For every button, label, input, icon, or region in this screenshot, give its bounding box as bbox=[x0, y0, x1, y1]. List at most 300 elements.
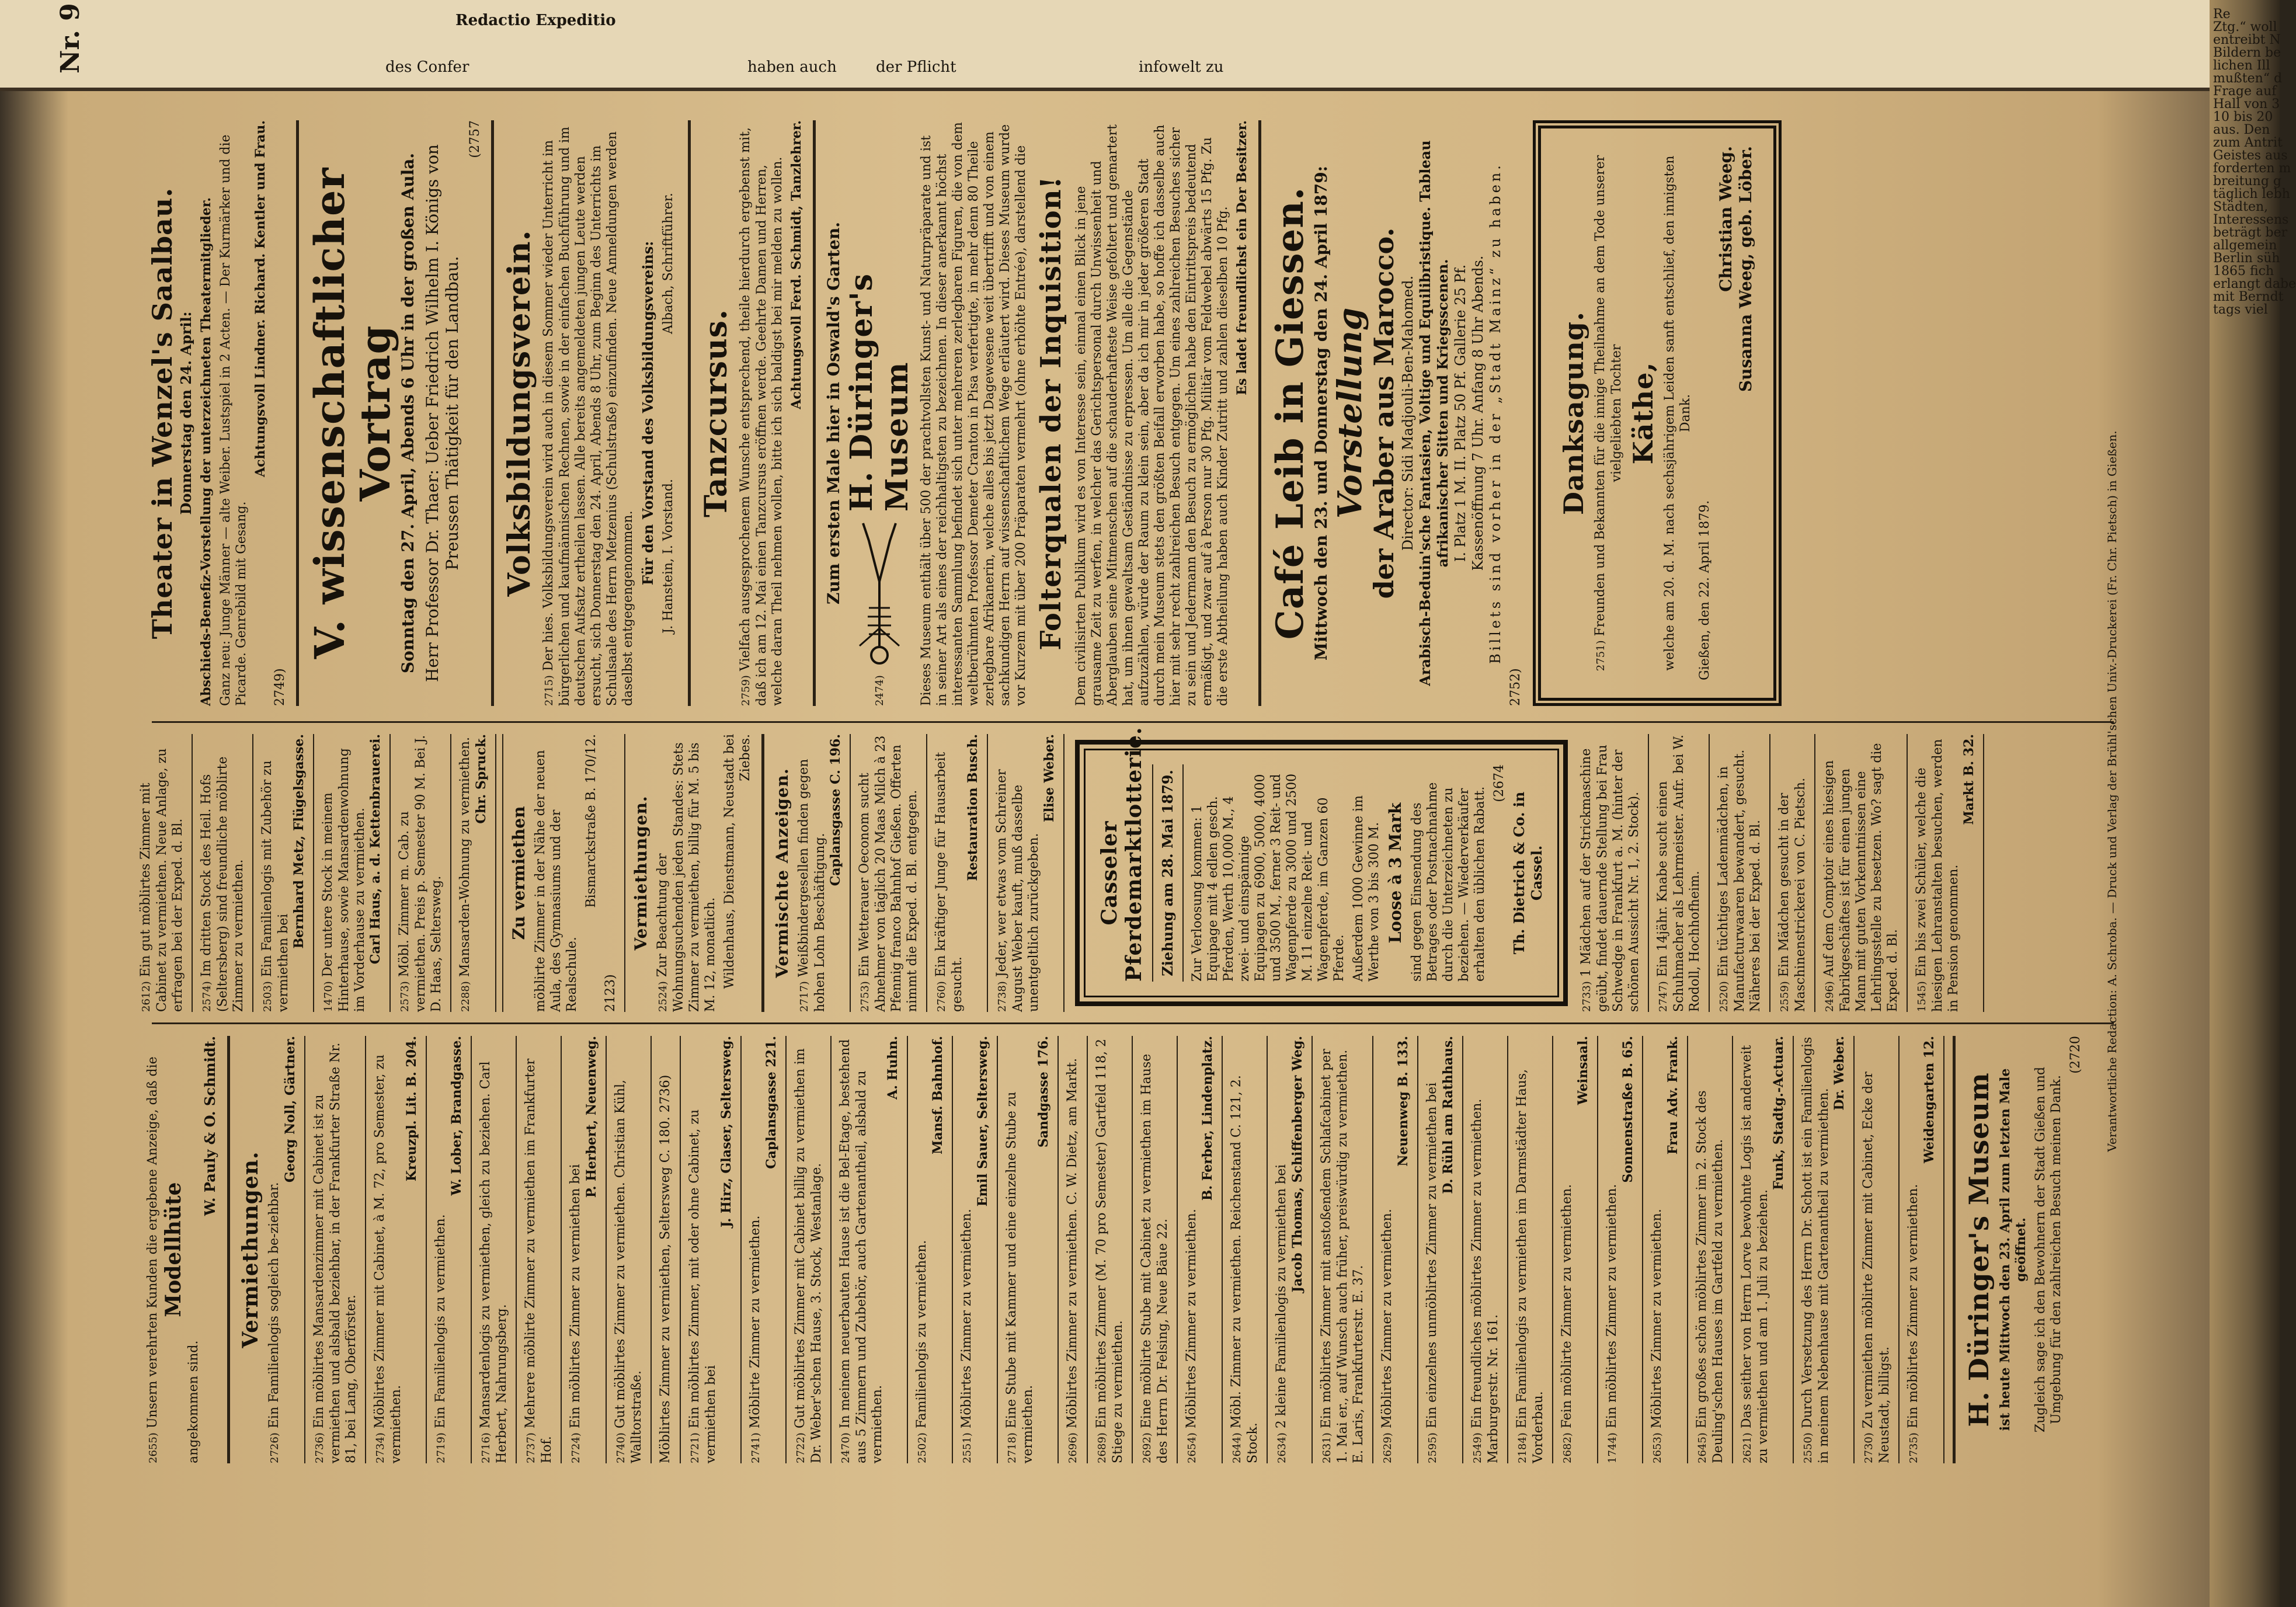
ad-number: 1470) bbox=[322, 981, 335, 1012]
folter-title: Folterqualen der Inquisition! bbox=[1035, 176, 1067, 651]
ad-text: Weißbindergesellen finden gegen hohen Lohn Beschäftigung. bbox=[796, 759, 827, 1012]
ad-number: 2123) bbox=[603, 974, 618, 1012]
classified-ad bbox=[568, 1036, 600, 1463]
classified-ad bbox=[1905, 1036, 1937, 1463]
rental-ads-list bbox=[138, 734, 496, 1012]
divider bbox=[1597, 1036, 1598, 1463]
divider bbox=[1507, 1036, 1508, 1463]
ad-signature: B. Ferber, Lindenplatz. bbox=[1200, 1036, 1215, 1201]
classified-ad bbox=[1319, 1036, 1366, 1463]
divider bbox=[1793, 1036, 1794, 1463]
theater-line: Abschieds-Benefiz-Vorstellung der unterzeichneten Theatermitglieder. bbox=[199, 197, 214, 706]
column-rule bbox=[152, 1022, 2114, 1024]
ad-signature: Chr. Spruck. bbox=[474, 734, 489, 824]
ad-number: 2631) bbox=[1321, 1432, 1333, 1463]
cafe-vorstellung: Vorstellung bbox=[1331, 307, 1369, 519]
classified-ad bbox=[1694, 1036, 1726, 1463]
ad-text: Familienlogis zu vermiethen. bbox=[914, 1240, 929, 1429]
divider bbox=[1953, 1036, 1956, 1463]
ad-number: 2184) bbox=[1516, 1432, 1529, 1463]
ad-number: 2634) bbox=[1276, 1432, 1288, 1463]
ad-signature: Jacob Thomas, Schiffenberger Weg. bbox=[1290, 1036, 1305, 1293]
divider bbox=[313, 734, 314, 1012]
classified-ad bbox=[457, 734, 489, 1012]
divider bbox=[926, 734, 927, 1012]
divider bbox=[1417, 1036, 1418, 1463]
classified-ad bbox=[959, 1036, 991, 1463]
ad-signature: A. Huhn. bbox=[885, 1036, 900, 1100]
divider bbox=[1687, 1036, 1688, 1463]
ad-number: 2751) bbox=[1595, 640, 1607, 672]
ad-text: Mansardenlogis zu vermiethen, gleich zu beziehen. Carl Herbert, Nahrungsberg. bbox=[478, 1061, 509, 1463]
ad-signature: Bernhard Metz, Flügelsgasse. bbox=[291, 734, 307, 949]
ad-text: Mansarden-Wohnung zu vermiethen. bbox=[458, 736, 472, 978]
ad-text: Der untere Stock in meinem Hinterhause, sowie Mansardenwohnung im Vorderhause zu vermiethen. bbox=[321, 748, 367, 1012]
ad-signature: Mansf. Bahnhof. bbox=[930, 1036, 945, 1154]
divider bbox=[1898, 1036, 1900, 1463]
divider bbox=[680, 1036, 681, 1463]
ad-signature: J. Hirz, Glaser, Seltersweg. bbox=[719, 1036, 734, 1228]
ad-number: 2524) bbox=[657, 981, 669, 1012]
ad-text: Möblirtes Zimmer mit Cabinet, à M. 72, pro Semester, zu vermiethen. bbox=[373, 1054, 403, 1463]
ad-number: 2737) bbox=[525, 1432, 537, 1463]
edge-fragment: Geistes aus bbox=[2213, 148, 2288, 163]
classified-ad bbox=[1379, 1036, 1411, 1463]
ad-signature: Restauration Busch. bbox=[965, 734, 980, 881]
column-left bbox=[134, 1028, 2131, 1472]
ad-text: Ein gut möblirtes Zimmer mit Cabinet zu vermiethen. Neue Anlage, zu erfragen bei der Exped. d. Bl. bbox=[138, 748, 185, 1012]
lottery-body: Zur Verloosung kommen: 1 Equipage mit 4 edlen gesch. Pferden, Werth 10,000 M., 4 zwei- und einspännige Equipagen zu 6900, 5000, 4000 und 3500 M., ferner 3 Reit- und Wagenpferde zu 3000 und 2500 M. 11 einzelne Reit- und Wagenpferde, im Ganzen 60 Pferde. bbox=[1190, 773, 1347, 982]
divider bbox=[1642, 1036, 1643, 1463]
ad-number: 2549) bbox=[1471, 1432, 1484, 1463]
zu-vermiethen-address: Bismarckstraße B. 170/12. bbox=[584, 734, 599, 908]
divider bbox=[1182, 764, 1184, 982]
tanz-signature: Achtungsvoll Ferd. Schmidt, Tanzlehrer. bbox=[789, 120, 804, 409]
edge-fragment: täglich lebh bbox=[2213, 187, 2290, 201]
classified-ad bbox=[613, 1036, 645, 1463]
ad-number: 2735) bbox=[1908, 1432, 1920, 1463]
classified-ad bbox=[1739, 1036, 1787, 1463]
verein-signatures bbox=[657, 120, 680, 706]
ad-number: 2559) bbox=[1779, 981, 1791, 1012]
classified-ad bbox=[1860, 1036, 1893, 1463]
classified-ad bbox=[796, 734, 844, 1012]
theater-date: Donnerstag den 24. April: bbox=[178, 311, 194, 515]
classified-ad bbox=[1914, 734, 1977, 1012]
classified-ad bbox=[857, 734, 920, 1012]
ad-number: 2644) bbox=[1231, 1432, 1243, 1463]
ad-text: Möblirte Zimmer zu vermiethen. bbox=[748, 1215, 763, 1429]
ad-signature: Weinsaal. bbox=[1575, 1036, 1591, 1105]
divider bbox=[1311, 1036, 1313, 1463]
zu-vermiethen-text: möblirte Zimmer in der Nähe der neuen Aula, des Gymnasiums und der Realschule. bbox=[533, 750, 579, 1012]
ad-signature: Markt B. 32. bbox=[1961, 734, 1977, 825]
museum-intro: Zum ersten Male hier in Oswald's Garten. bbox=[824, 221, 843, 605]
ad-number: 2716) bbox=[480, 1432, 492, 1463]
classified-ad bbox=[478, 1036, 510, 1463]
ad-number: 2653) bbox=[1651, 1432, 1664, 1463]
ad-text: Mehrere möblirte Zimmer zu vermiethen im Frankfurter Hof. bbox=[523, 1058, 554, 1463]
divider bbox=[1462, 1036, 1463, 1463]
lottery-price: Loose à 3 Mark bbox=[1386, 802, 1405, 944]
imprint: Verantwortliche Redaction: A. Schroba. — Druck und Verlag der Brühl'schen Univ.-Druckerei (Fr. Chr. Pietsch) in Gießen. bbox=[2105, 430, 2119, 1152]
classified-ad bbox=[1139, 1036, 1171, 1463]
divider bbox=[1814, 734, 1815, 1012]
edge-fragment: tags viel bbox=[2213, 302, 2268, 317]
ad-text: Auf dem Comptoir eines hiesigen Fabrikgeschäftes ist für einen jungen Mann mit guten Vorkenntnissen eine Lehrlingsstelle zu besetzen. Wo? sagt die Exped. d. Bl. bbox=[1822, 743, 1900, 1012]
dank-place: Gießen, den 22. April 1879. bbox=[1697, 500, 1712, 680]
divider bbox=[491, 120, 494, 706]
ad-number: 1545) bbox=[1916, 981, 1928, 1012]
classified-ad bbox=[658, 1036, 674, 1463]
ad-number: 2655) bbox=[147, 1432, 159, 1463]
ad-number: 2470) bbox=[840, 1432, 852, 1463]
ad-heading: Modellhüte bbox=[161, 1182, 186, 1317]
divider bbox=[1267, 1036, 1268, 1463]
classified-ad bbox=[1424, 1036, 1456, 1463]
divider bbox=[252, 734, 253, 1012]
classified-ad bbox=[1821, 734, 1901, 1012]
cafe-director: Director: Sidi Madjouli-Ben-Mahomed. bbox=[1400, 275, 1416, 551]
divider bbox=[304, 1036, 305, 1463]
cafe-times: Kassenöffnung 7 Uhr. Anfang 8 Uhr Abends. bbox=[1470, 255, 1486, 571]
edge-fragment: forderten m bbox=[2213, 161, 2291, 176]
cafe-title: Café Leib in Giessen. bbox=[1268, 186, 1312, 640]
ad-number: 2719) bbox=[435, 1432, 447, 1463]
ad-text: Ein möblirtes Zimmer zu vermiethen bei bbox=[568, 1164, 583, 1429]
ad-number: 2550) bbox=[1802, 1432, 1814, 1463]
edge-fragment: breitung g bbox=[2213, 174, 2281, 189]
ad-number: 2722) bbox=[795, 1432, 807, 1463]
ad-text: Zur Beachtung der Wohnungsuchenden jeden Standes: Stets Zimmer zu vermiethen, billig für M. 5 bis M. 12, monatlich. bbox=[655, 742, 718, 1012]
ad-text: Möblirtes Zimmer zu vermiethen. bbox=[1184, 1209, 1199, 1429]
ad-text: Ein möblirtes Zimmer, mit oder ohne Cabinet, zu vermiethen bei bbox=[687, 1109, 718, 1463]
divider bbox=[785, 1036, 787, 1463]
ad-text: Zu vermiethen möblirte Zimmer mit Cabinet, Ecke der Neustadt, billigst. bbox=[1861, 1072, 1892, 1463]
ad-number: 2715) bbox=[543, 675, 555, 706]
ad-number: 2759) bbox=[740, 675, 752, 706]
divider bbox=[502, 734, 503, 1012]
ad-text: 2 kleine Familienlogis zu vermiethen bei bbox=[1274, 1164, 1289, 1429]
edge-fragment: Berlin süh bbox=[2213, 251, 2280, 266]
cafe-araber: der Araber aus Marocco. bbox=[1368, 227, 1400, 599]
divider bbox=[1853, 1036, 1855, 1463]
ad-number: 2502) bbox=[916, 1432, 928, 1463]
ad-number: 2645) bbox=[1696, 1432, 1709, 1463]
divider bbox=[471, 1036, 472, 1463]
ad-text: Möblirtes Zimmer zu vermiethen. C. W. Dietz, am Markt. bbox=[1065, 1058, 1080, 1429]
classified-ad bbox=[259, 734, 307, 1012]
ad-signature: Caplansgasse C. 196. bbox=[828, 734, 843, 886]
ad-text: In meinem neuerbauten Hause ist die Bel-Etage, bestehend aus 5 Zimmern und Zubehör, auch Gartenantheil, alsbald zu vermiethen. bbox=[838, 1039, 885, 1463]
edge-fragment: 1865 fich bbox=[2213, 264, 2274, 279]
classified-ad bbox=[687, 1036, 735, 1463]
edge-fragment: beträgt ber bbox=[2213, 225, 2288, 240]
ad-text: Ein großes schön möblirtes Zimmer im 2. Stock des Deuling'schen Hauses im Gartfeld zu vermiethen. bbox=[1695, 1090, 1726, 1463]
classified-ad bbox=[311, 1036, 359, 1463]
ad-number: 2573) bbox=[399, 981, 411, 1012]
ad-text: Ein Familienlogis zu vermiethen im Darmstädter Haus, Vorderbau. bbox=[1515, 1069, 1546, 1463]
verein-signature-heading: Für den Vorstand des Volksbildungsvereins: bbox=[639, 241, 656, 586]
ad-text: Eine Stube mit Kammer und eine einzelne Stube zu vermiethen. bbox=[1004, 1091, 1035, 1463]
ad-signature: Weidengarten 12. bbox=[1922, 1036, 1937, 1163]
divider bbox=[997, 1036, 998, 1463]
ad-text: Jeder, wer etwas vom Schreiner August Weber kauft, muß dasselbe unentgeltlich zurückgeben. bbox=[994, 769, 1041, 1012]
ad-text: Möblirtes Zimmer zu vermiethen. bbox=[959, 1209, 974, 1429]
divider bbox=[450, 734, 451, 1012]
ad-number: 2696) bbox=[1067, 1432, 1079, 1463]
zu-vermiethen-heading: Zu vermiethen bbox=[509, 806, 528, 940]
museum-closing-thanks: Zugleich sage ich den Bewohnern der Stadt Gießen und Umgebung für den zahlreichen Besuch meinen Dank. bbox=[2033, 1066, 2064, 1433]
vermiethungen-heading: Vermiethungen. bbox=[631, 795, 650, 951]
divider bbox=[561, 1036, 562, 1463]
rental-ads-list bbox=[266, 1036, 1944, 1463]
edge-fragment: mußten“ d bbox=[2213, 71, 2283, 86]
divider bbox=[740, 1036, 742, 1463]
ad-text: Ein möblirtes Zimmer mit anstoßendem Schlafcabinet per 1. Mai er., auf Wunsch auch früher, preiswürdig zu vermiethen. E. Laris, Frankfurterstr. E. 37. bbox=[1319, 1049, 1366, 1463]
classified-ad bbox=[320, 734, 384, 1012]
ad-number: 2288) bbox=[460, 981, 472, 1012]
divider bbox=[1709, 734, 1710, 1012]
dank-title: Danksagung. bbox=[1558, 311, 1589, 515]
divider bbox=[1943, 1036, 1944, 1463]
ad-text: Ein 14jähr. Knabe sucht einen Schuhmacher als Lehrmeister. Aufr. bei W. Rodoll, Hochhofheim. bbox=[1655, 735, 1702, 1012]
edge-fragment: Hall von 3 bbox=[2213, 97, 2280, 112]
ad-text: Gut möblirtes Zimmer mit Cabinet billig zu vermiethen im Dr. Weber'schen Hause, 3. Stock, Westanlage. bbox=[793, 1048, 824, 1463]
divider bbox=[1222, 1036, 1223, 1463]
classified-ad bbox=[1004, 1036, 1052, 1463]
divider bbox=[624, 734, 625, 1012]
theater-line: Ganz neu: Junge Männer — alte Weiber. Lustspiel in 2 Acten. — Der Kurmärker und die Picarde. Genrebild mit Gesang. bbox=[218, 134, 249, 706]
vermischte-heading: Vermischte Anzeigen. bbox=[773, 768, 792, 978]
ad-signature: Kreuzpl. Lit. B. 204. bbox=[404, 1036, 419, 1182]
ad-number: 2503) bbox=[262, 981, 274, 1012]
divider bbox=[1732, 1036, 1733, 1463]
lottery-title: Casseler Pferdemarktlotterie. bbox=[1097, 726, 1146, 982]
tanz-text: Vielfach ausgesprochenem Wunsche entsprechend, theile hierdurch ergebenst mit, daß ich am 12. Mai einen Tanzcursus eröffnen werde. Geehrte Damen und Herren, welche daran Theil nehmen wollen, bitte ich sich baldigst bei mir melden zu wollen. bbox=[738, 127, 785, 706]
verein-text: Der hies. Volksbildungsverein wird auch in diesem Sommer wieder Unterricht im bürgerlichen und kaufmännischen Rechnen, sowie in der einfachen Buchführung und im deutschen Aufsatz ertheilen lassen. Alle bereits angemeldeten jungen Leute werden ersucht, sich Donnerstag den 24. April, Abends 8 Uhr, zum Beginn des Unterrichts im Schulsaale des Herrn Metzenius (Schulstraße) einzufinden. Neue Anmeldungen werden daselbst entgegengenommen. bbox=[541, 127, 635, 706]
ad-text: Eine möblirte Stube mit Cabinet zu vermiethen im Hause des Herrn Dr. Felsing, Neue Bäue 22. bbox=[1139, 1053, 1170, 1463]
ad-text: Ein kräftiger Junge für Hausarbeit gesucht. bbox=[934, 752, 965, 1012]
ad-number: 2730) bbox=[1863, 1432, 1875, 1463]
ad-number: (2757 bbox=[468, 120, 482, 158]
column-middle bbox=[134, 727, 2131, 1019]
classified-ad bbox=[1716, 734, 1763, 1012]
divider bbox=[1063, 734, 1064, 1012]
lottery-more: Außerdem 1000 Gewinne im Werthe von 3 bis 300 M. bbox=[1351, 795, 1382, 982]
tanz-title: Tanzcursus. bbox=[698, 308, 734, 518]
divider bbox=[761, 734, 764, 1012]
lottery-signature: Th. Dietrich & Co. in Cassel. bbox=[1511, 791, 1545, 955]
classified-ad bbox=[1274, 1036, 1306, 1463]
edge-fragment: mit Berndt bbox=[2213, 290, 2284, 304]
theater-signature: Achtungsvoll Lindner. Richard. Kentler und Frau. bbox=[253, 120, 268, 478]
museum-title: H. Düringer's Museum bbox=[844, 273, 915, 512]
divider bbox=[192, 734, 193, 1012]
lottery-date: Ziehung am 28. Mai 1879. bbox=[1159, 770, 1176, 976]
ad-number: 2752) bbox=[1508, 668, 1523, 706]
edge-fragment: 10 bis 20 bbox=[2213, 110, 2273, 124]
vortrag-title: V. wissenschaftlicher Vortrag bbox=[305, 167, 399, 659]
divider bbox=[516, 1036, 517, 1463]
dank-signature: Susanna Weeg, geb. Löber. bbox=[1736, 146, 1755, 392]
vortrag-line: Herr Professor Dr. Thaer: Ueber Friedrich Wilhelm I. Königs von Preussen Thätigkeit für den Landbau. bbox=[423, 144, 462, 682]
divider bbox=[1152, 764, 1153, 982]
divider bbox=[426, 1036, 427, 1463]
classified-ad bbox=[792, 1036, 825, 1463]
cafe-line: Arabisch-Beduin'sche Fantasien, Voltige und Equilibristique. Tableau afrikanischer Sitten und Kriegsscenen. bbox=[1417, 140, 1451, 686]
ad-number: 2753) bbox=[859, 981, 871, 1012]
ad-text: angekommen sind. bbox=[186, 1340, 201, 1463]
folter-signature: Es ladet freundlichst ein Der Besitzer. bbox=[1234, 120, 1250, 395]
column-rule bbox=[152, 721, 2114, 723]
classified-ad bbox=[372, 1036, 420, 1463]
ad-text: Das seither von Herrn Lorve bewohnte Logis ist anderweit zu vermiethen und am 1. Juli zu beziehen. bbox=[1740, 1045, 1770, 1463]
edge-fragment: aus. Den bbox=[2213, 123, 2270, 137]
ad-number: 2654) bbox=[1186, 1432, 1198, 1463]
divider bbox=[1907, 734, 1908, 1012]
ad-text: Ein Familienlogis sogleich be-ziehbar. bbox=[267, 1182, 281, 1429]
classified-ad bbox=[1094, 1036, 1126, 1463]
ad-text: Möblirtes Zimmer zu vermiethen. bbox=[1380, 1209, 1394, 1429]
edge-fragment: Interessens bbox=[2213, 213, 2289, 227]
strip-fragment: des Confer bbox=[385, 58, 469, 76]
ad-number: 2689) bbox=[1096, 1432, 1108, 1463]
column-right bbox=[134, 111, 2131, 715]
divider bbox=[813, 120, 816, 706]
ad-number: 2551) bbox=[961, 1432, 973, 1463]
ad-text: Ein möblirtes Zimmer (M. 70 pro Semester) Gartfeld 118, 2 Stiege zu vermiethen. bbox=[1094, 1038, 1125, 1463]
ad-number: (2720 bbox=[2068, 1036, 2083, 1074]
ad-number: 2474) bbox=[873, 675, 886, 706]
edge-fragment: Re bbox=[2213, 7, 2231, 22]
divider bbox=[1769, 734, 1770, 1012]
ad-text: Ein freundliches möblirtes Zimmer zu vermiethen. Marburgerstr. Nr. 161. bbox=[1470, 1098, 1501, 1463]
divider bbox=[1648, 734, 1649, 1012]
classified-ad bbox=[747, 1036, 780, 1463]
strip-fragment: Redactio Expeditio bbox=[455, 12, 616, 29]
folter-text: Dem civilisirten Publikum wird es von Interesse sein, einmal einen Blick in jene grausame Zeit zu werfen, in welcher das Gerichtspersonal durch Unwissenheit und Aberglauben seine Mitmenschen auf die schauderhafteste Weise gefoltert und gemartert hat, um ihnen gewaltsam Geständnisse zu erpressen. Um alle die Gegenstände aufzuzählen, würde der Raum zu klein sein, aber da ich mir in jeder größeren Stadt durch mein Museum stets den größten Beifall erworben habe, so hoffe ich dasselbe auch hier mit sehr recht zahlreichen Besuch entgegen. Um eines zahlreichen Besuches sicher zu sein und Jedermann den Besuch zu ermöglichen habe den Eintrittspreis bedeutend ermäßigt, und zwar auf à Person nur 30 Pfg. Militär vom Feldwebel abwärts 15 Pfg. Zu die erste Abtheilung haben auch Kinder Zutritt und zahlen dieselben 10 Pfg. bbox=[1074, 124, 1230, 706]
verein-signature: Albach, Schriftführer. bbox=[661, 193, 676, 334]
edge-fragment: erlangt dabe bbox=[2213, 277, 2296, 291]
ad-number: 2682) bbox=[1561, 1432, 1574, 1463]
divider bbox=[365, 1036, 366, 1463]
ad-text: Im dritten Stock des Heil. Hofs (Seltersberg) sind freundliche möblirte Zimmer zu vermiethen. bbox=[199, 756, 246, 1012]
strip-fragment: der Pflicht bbox=[876, 58, 956, 76]
ad-text: Ein Wetterauer Oeconom sucht Abnehmer von täglich 20 Maas Milch à 23 Pfennig franco Bahnhof Gießen. Offerten nimmt die Exped. d. Bl. entgegen. bbox=[857, 735, 920, 1012]
verein-signature: J. Hanstein, I. Vorstand. bbox=[661, 479, 676, 634]
classified-ad bbox=[138, 734, 186, 1012]
misc-ads-list bbox=[796, 734, 1064, 1012]
ad-number: 2724) bbox=[570, 1432, 582, 1463]
divider bbox=[1132, 1036, 1133, 1463]
strip-fragment: infowelt zu bbox=[1139, 58, 1224, 76]
classified-ad bbox=[1649, 1036, 1681, 1463]
classified-ad bbox=[396, 734, 444, 1012]
ad-signature: Elise Weber. bbox=[1042, 734, 1057, 823]
museum-closing-heading: H. Düringer's Museum bbox=[1963, 1072, 1995, 1427]
ad-signature: D. Rühl am Rathhaus. bbox=[1441, 1036, 1456, 1194]
cafe-prices: I. Platz 1 M. II. Platz 50 Pf. Gallerie 25 Pf. bbox=[1452, 264, 1469, 562]
ad-number: 2741) bbox=[750, 1432, 762, 1463]
ad-text: Gut möblirtes Zimmer zu vermiethen. Christian Kühl, Walltorstraße. bbox=[613, 1079, 644, 1463]
edge-fragment: Bildern be bbox=[2213, 46, 2281, 60]
ad-number: 2736) bbox=[314, 1432, 326, 1463]
ad-text: 1 Mädchen auf der Strickmaschine geübt, findet dauernde Stellung bei Frau Schwedge in Frankfurt a. M. (hinter der schönen Aussicht Nr. 1, 2. Stock). bbox=[1579, 745, 1641, 1012]
divider bbox=[296, 120, 299, 706]
verein-title: Volksbildungsverein. bbox=[502, 229, 537, 597]
classified-ad bbox=[1776, 734, 1808, 1012]
divider bbox=[606, 1036, 607, 1463]
ad-signature: Sonnenstraße B. 65. bbox=[1620, 1036, 1636, 1183]
edge-fragment: allgemein bbox=[2213, 238, 2277, 253]
classified-ad bbox=[1559, 1036, 1591, 1463]
ad-number: 2621) bbox=[1741, 1432, 1754, 1463]
ad-signature: Wildenhaus, Dienstmann, Neustadt bei Ziebes. bbox=[722, 734, 753, 989]
ad-number: 2738) bbox=[996, 981, 1008, 1012]
ad-number: 2496) bbox=[1824, 981, 1836, 1012]
classified-ad bbox=[1184, 1036, 1216, 1463]
cafe-date: Mittwoch den 23. und Donnerstag den 24. April 1879: bbox=[1311, 165, 1331, 661]
ad-signature: W. Pauly & O. Schmidt. bbox=[201, 1036, 218, 1216]
ad-signature: Carl Haus, a. d. Kettenbrauerei. bbox=[368, 734, 383, 965]
ad-number: 2733) bbox=[1581, 981, 1593, 1012]
dank-name: Käthe, bbox=[1627, 361, 1659, 465]
theater-title: Theater in Wenzel's Saalbau. bbox=[147, 187, 178, 639]
divider bbox=[952, 1036, 953, 1463]
divider bbox=[830, 1036, 832, 1463]
ad-number: 2612) bbox=[140, 981, 152, 1012]
ad-number: 2740) bbox=[615, 1432, 627, 1463]
divider bbox=[1177, 1036, 1178, 1463]
danksagung-box bbox=[1533, 120, 1782, 706]
classified-ad bbox=[266, 1036, 298, 1463]
divider bbox=[227, 1036, 230, 1463]
divider bbox=[1258, 120, 1261, 706]
ad-number: 2520) bbox=[1718, 981, 1730, 1012]
edge-fragment: Städten, bbox=[2213, 200, 2269, 214]
cafe-tickets: Billets sind vorher in der „Stadt Mainz“ zu haben. bbox=[1487, 162, 1504, 664]
ad-signature: W. Lober, Brandgasse. bbox=[449, 1036, 464, 1196]
ad-text: Ein möblirtes Zimmer zu vermiethen. bbox=[1906, 1184, 1921, 1429]
ad-number: 2747) bbox=[1657, 981, 1669, 1012]
ad-text: Ein Mädchen gesucht in der Maschinenstrickerei von C. Pietsch. bbox=[1777, 777, 1808, 1012]
ad-number: 1744) bbox=[1606, 1432, 1619, 1463]
ad-text: Ein möblirtes Mansardenzimmer mit Cabinet ist zu vermiethen und alsbald beziehbar, in der Frankfurter Straße Nr. 81, bei Lang, Oberförster. bbox=[312, 1042, 359, 1463]
classified-ad bbox=[837, 1036, 901, 1463]
ad-text: Möbl. Zimmer m. Cab. zu vermiethen. Preis p. Semester 90 M. Bei J. D. Haas, Seltersweg. bbox=[397, 735, 444, 1012]
ad-text: Ein einzelnes unmöblirtes Zimmer zu vermiethen bei bbox=[1425, 1082, 1439, 1429]
ad-number: 2629) bbox=[1382, 1432, 1394, 1463]
classified-ad bbox=[933, 734, 981, 1012]
classified-ad bbox=[523, 1036, 555, 1463]
edge-fragment: entreibt N bbox=[2213, 33, 2281, 47]
skeleton-icon bbox=[851, 517, 907, 669]
classified-ad bbox=[1655, 734, 1703, 1012]
ad-signature: Funk, Stadtg.-Actuar. bbox=[1771, 1036, 1786, 1190]
ad-number: (2674 bbox=[1492, 764, 1507, 802]
ad-number: 2749) bbox=[273, 668, 287, 706]
divider bbox=[1983, 734, 1984, 1012]
ad-signature: P. Herbert, Neuenweg. bbox=[584, 1036, 599, 1198]
ad-signature: Sandgasse 176. bbox=[1036, 1036, 1051, 1148]
ad-signature: Caplansgasse 221. bbox=[764, 1036, 779, 1169]
ad-text: Ein möblirtes Zimmer zu vermiethen. bbox=[1605, 1184, 1619, 1429]
classified-ad bbox=[1064, 1036, 1081, 1463]
ad-signature: Frau Adv. Frank. bbox=[1665, 1036, 1681, 1155]
ad-text: Durch Versetzung des Herrn Dr. Schott ist ein Familienlogis in meinem Nebenhause mit Gartenantheil zu vermiethen. bbox=[1800, 1036, 1831, 1463]
divider bbox=[688, 120, 691, 706]
